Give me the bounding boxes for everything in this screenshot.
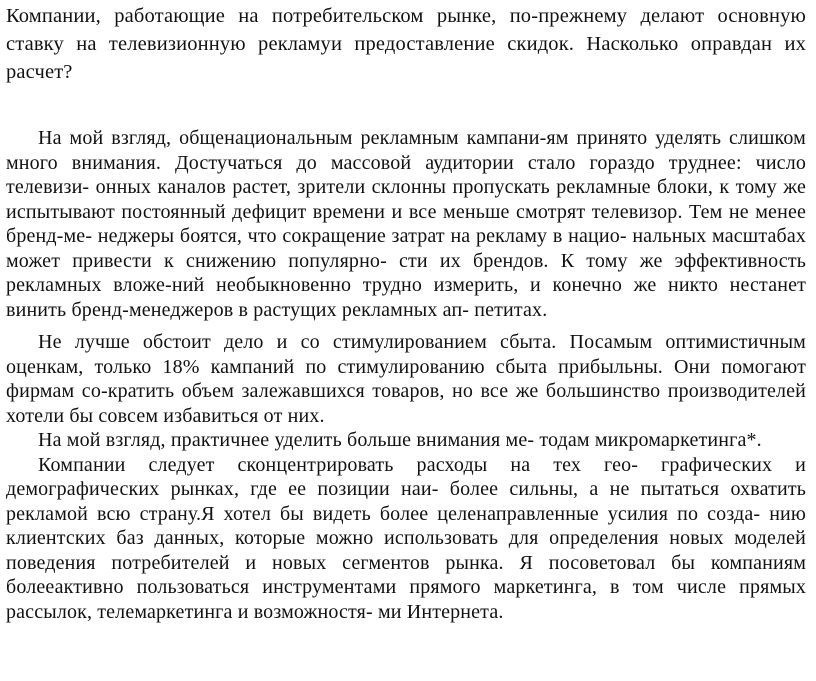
answer-paragraph-micromarketing: На мой взгляд, практичнее уделить больше внимания ме- тодам микромаркетинга*. [38,429,762,451]
answer-paragraph-advertising: На мой взгляд, общенациональным рекламным кампани-ям принято уделять слишком много внимания. Достучаться до массовой аудитории стало гораздо труднее: число телевизи- онных каналов растет, зрители склонны пропускать рекламные блоки, к тому же испытывают постоянный дефицит времени и все меньше смотрят телевизор. Тем не менее бренд-ме- неджеры боятся, что сокращение затрат на рекламу в нацио- нальных масштабах может привести к снижению популярно- сти их брендов. К тому же эффективность рекламных вложе-ний необыкновенно трудно измерить, и конечно же никто нестанет винить бренд-менеджеров в растущих рекламных ап- петитах. [6,127,806,321]
answer-paragraph-recommendations: Компании следует сконцентрировать расходы на тех гео- графических и демографических рынках, где ее позиции наи- более сильны, а не пытаться охватить рекламой всю страну.Я хотел бы видеть более целенаправленные усилия по созда- нию клиентских баз данных, которые можно использовать для определения новых моделей поведения потребителей и новых сегментов рынка. Я посоветовал бы компаниям болееактивно пользоваться инструментами прямого маркетинга, в том числе прямых рассылок, телемаркетинга и возможностя- ми Интернета. [6,453,806,623]
interview-question: Компании, работающие на потребительском рынке, по-прежнему делают основную ставку на телевизионную рекламуи предоставление скидок. Насколько оправдан их расчет? [6,5,806,83]
document-page [6,0,806,624]
answer-paragraph-sales-promotion: Не лучше обстоит дело и со стимулированием сбыта. Посамым оптимистичным оценкам, только 18% кампаний по стимулированию сбыта прибыльны. Они помогают фирмам со-кратить объем залежавшихся товаров, но все же большинство производителей хотели бы совсем избавиться от них. [6,331,806,427]
